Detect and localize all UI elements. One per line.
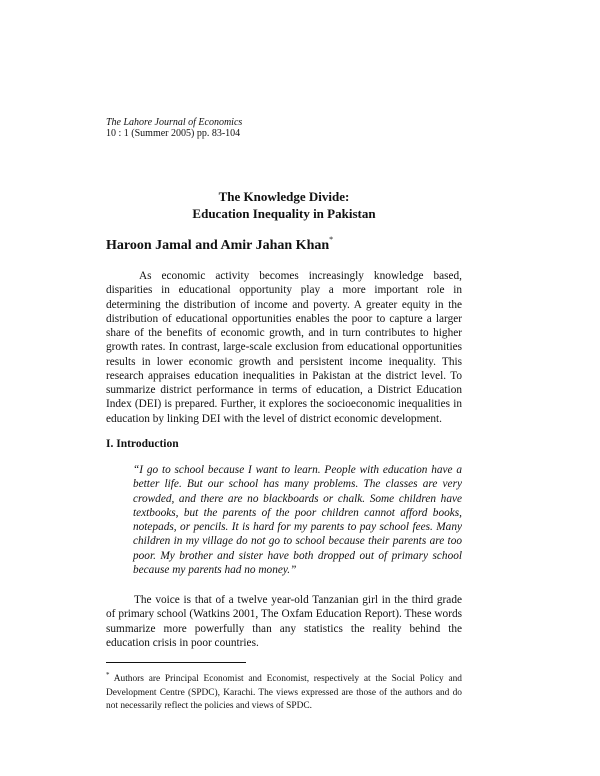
section-heading-introduction: I. Introduction: [106, 438, 179, 450]
footnote: [106, 669, 462, 714]
journal-name: The Lahore Journal of Economics: [106, 117, 243, 128]
title-line-1: The Knowledge Divide:: [218, 189, 350, 204]
paper-title: [106, 188, 462, 222]
footnote-divider: [106, 662, 246, 663]
abstract: As economic activity becomes increasingly knowledge based, disparities in educational opportunity play a more important role in determining the distribution of income and poverty. A greater equity in the distribution of educational opportunities enables the poor to capture a larger share of the benefits of economic growth, and in turn contributes to higher growth rates. In contrast, large-scale exclusion from educational opportunities results in lower economic growth and persistent income inequality. This research appraises education inequalities in Pakistan at the district level. To summarize district performance in terms of education, a District Education Index (DEI) is prepared. Further, it explores the socioeconomic inequalities in education by linking DEI with the level of district economic development.: [106, 270, 462, 425]
author-line: [106, 235, 333, 254]
title-line-2: Education Inequality in Pakistan: [192, 206, 376, 221]
volume-info: 10 : 1 (Summer 2005) pp. 83-104: [106, 128, 241, 139]
journal-header: [106, 117, 242, 139]
footnote-text: Authors are Principal Economist and Economist, respectively at the Social Policy and Development Centre (SPDC), Karachi. The views expressed are those of the authors and do not necessarily reflect the policies and views of SPDC.: [106, 674, 462, 711]
epigraph-quote: “I go to school because I want to learn. People with education have a better life. But our school has many problems. The classes are very crowded, and there are no blackboards or chalk. Some children have textbooks, but the parents of the poor children cannot afford books, notepads, or pencils. It is hard for my parents to pay school fees. Many children in my village do not go to school because their parents are too poor. My brother and sister have both dropped out of primary school because my parents had no money.”: [133, 464, 462, 576]
body-paragraph: The voice is that of a twelve year-old Tanzanian girl in the third grade of primary school (Watkins 2001, The Oxfam Education Report). These words summarize more powerfully than any statistics the reality behind the education crisis in poor countries.: [106, 594, 462, 649]
author-names: Haroon Jamal and Amir Jahan Khan: [106, 238, 330, 253]
author-footnote-marker: *: [329, 235, 334, 244]
footnote-marker: *: [106, 671, 110, 679]
